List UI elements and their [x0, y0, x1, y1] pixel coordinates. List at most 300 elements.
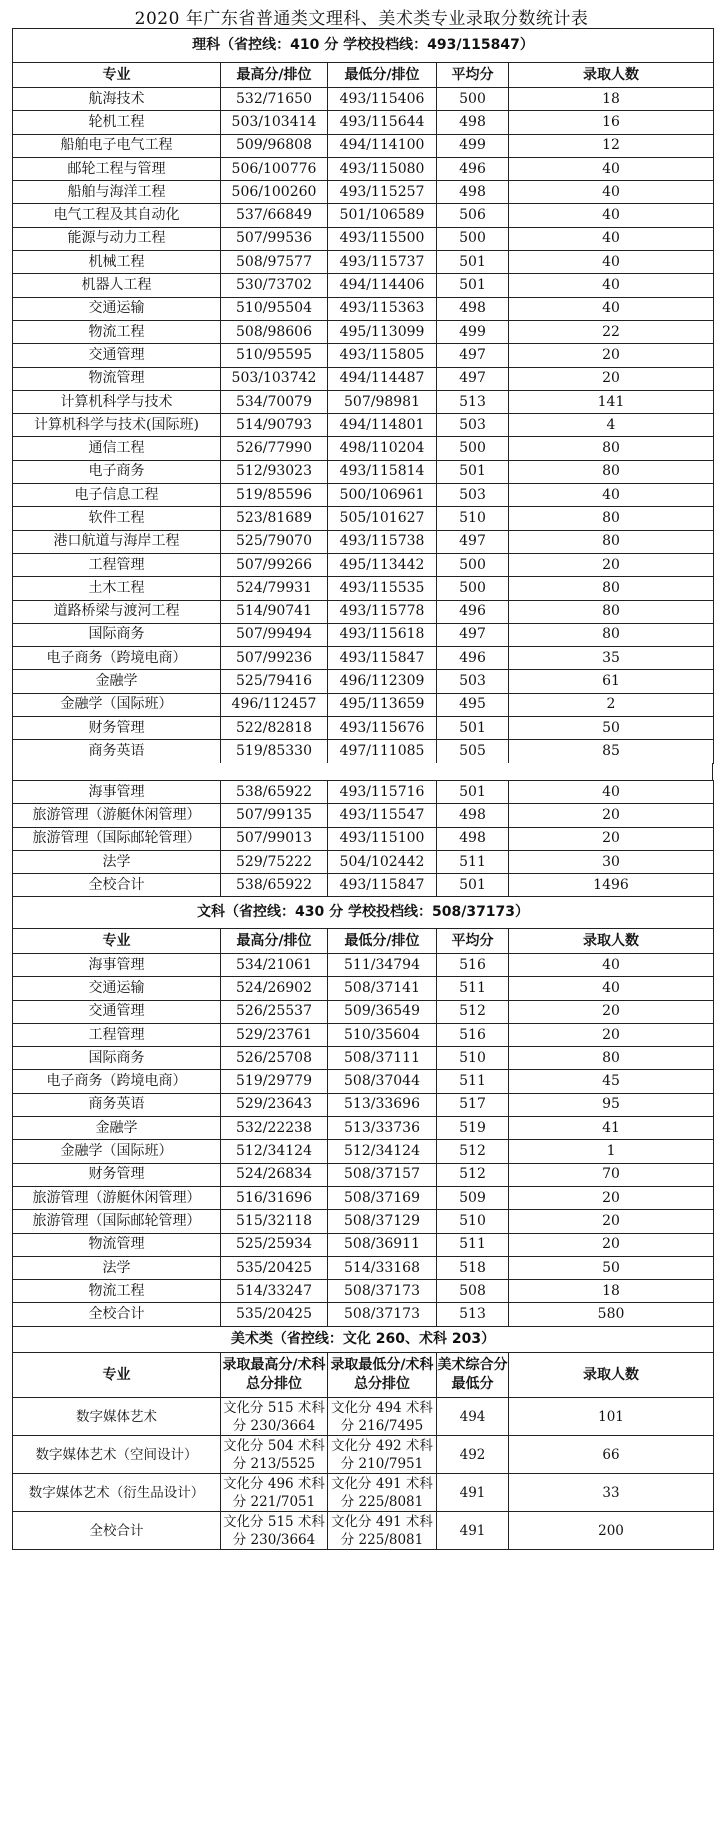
table-row [13, 1233, 714, 1256]
table-row [13, 134, 714, 157]
value-cell: 515/32118 [221, 1210, 328, 1233]
value-cell: 1496 [509, 874, 714, 897]
major-name-cell: 旅游管理（国际邮轮管理） [13, 827, 221, 850]
value-cell: 85 [509, 740, 714, 763]
value-cell: 508/37044 [328, 1070, 437, 1093]
value-cell: 40 [509, 977, 714, 1000]
value-cell: 510 [437, 507, 509, 530]
major-name-cell: 物流工程 [13, 1280, 221, 1303]
value-cell: 496 [437, 647, 509, 670]
major-name-cell: 金融学（国际班） [13, 1140, 221, 1163]
value-cell: 526/25537 [221, 1000, 328, 1023]
value-cell: 509/96808 [221, 134, 328, 157]
value-cell: 80 [509, 507, 714, 530]
value-cell: 505/101627 [328, 507, 437, 530]
table-row [13, 623, 714, 646]
value-cell: 537/66849 [221, 204, 328, 227]
value-cell: 518 [437, 1256, 509, 1279]
value-cell: 文化分 491 术科分 225/8081 [328, 1512, 437, 1550]
value-cell: 529/23761 [221, 1023, 328, 1046]
table-row [13, 874, 714, 897]
major-name-cell: 通信工程 [13, 437, 221, 460]
column-header: 平均分 [437, 929, 509, 954]
table-row [13, 111, 714, 134]
table-row [13, 204, 714, 227]
table-row [13, 1280, 714, 1303]
value-cell: 20 [509, 344, 714, 367]
value-cell: 507/98981 [328, 390, 437, 413]
value-cell: 20 [509, 553, 714, 576]
value-cell: 80 [509, 623, 714, 646]
table-row [13, 781, 714, 804]
major-name-cell: 旅游管理（游艇休闲管理） [13, 804, 221, 827]
major-name-cell: 电子信息工程 [13, 484, 221, 507]
major-name-cell: 机械工程 [13, 251, 221, 274]
value-cell: 491 [437, 1474, 509, 1512]
section-gap [12, 763, 713, 780]
major-name-cell: 物流管理 [13, 1233, 221, 1256]
column-header: 录取人数 [509, 929, 714, 954]
table-row [13, 507, 714, 530]
table-row [13, 1398, 714, 1436]
value-cell: 498/110204 [328, 437, 437, 460]
major-name-cell: 法学 [13, 1256, 221, 1279]
value-cell: 534/70079 [221, 390, 328, 413]
major-name-cell: 电子商务（跨境电商） [13, 647, 221, 670]
value-cell: 498 [437, 804, 509, 827]
value-cell: 493/115257 [328, 181, 437, 204]
value-cell: 50 [509, 717, 714, 740]
value-cell: 500 [437, 227, 509, 250]
value-cell: 496/112309 [328, 670, 437, 693]
value-cell: 40 [509, 954, 714, 977]
major-name-cell: 电子商务 [13, 460, 221, 483]
value-cell: 526/25708 [221, 1047, 328, 1070]
value-cell: 512 [437, 1000, 509, 1023]
value-cell: 80 [509, 530, 714, 553]
value-cell: 493/115676 [328, 717, 437, 740]
value-cell: 538/65922 [221, 781, 328, 804]
value-cell: 497 [437, 623, 509, 646]
value-cell: 493/115618 [328, 623, 437, 646]
value-cell: 507/99135 [221, 804, 328, 827]
value-cell: 1 [509, 1140, 714, 1163]
table-row [13, 647, 714, 670]
table-row [13, 693, 714, 716]
value-cell: 495/113659 [328, 693, 437, 716]
value-cell: 513/33736 [328, 1117, 437, 1140]
value-cell: 文化分 492 术科分 210/7951 [328, 1436, 437, 1474]
value-cell: 505 [437, 740, 509, 763]
value-cell: 493/115737 [328, 251, 437, 274]
value-cell: 497 [437, 344, 509, 367]
value-cell: 514/90741 [221, 600, 328, 623]
value-cell: 492 [437, 1436, 509, 1474]
value-cell: 510 [437, 1210, 509, 1233]
table-row [13, 1140, 714, 1163]
table-row [13, 1117, 714, 1140]
table-row [13, 157, 714, 180]
value-cell: 493/115535 [328, 577, 437, 600]
value-cell: 500/106961 [328, 484, 437, 507]
table-row [13, 1186, 714, 1209]
value-cell: 493/115100 [328, 827, 437, 850]
column-header: 美术综合分最低分 [437, 1353, 509, 1398]
value-cell: 499 [437, 320, 509, 343]
value-cell: 35 [509, 647, 714, 670]
table-row [13, 717, 714, 740]
value-cell: 508/98606 [221, 320, 328, 343]
value-cell: 507/99013 [221, 827, 328, 850]
table-row [13, 460, 714, 483]
value-cell: 80 [509, 577, 714, 600]
value-cell: 495/113099 [328, 320, 437, 343]
value-cell: 511/34794 [328, 954, 437, 977]
value-cell: 494/114406 [328, 274, 437, 297]
value-cell: 101 [509, 1398, 714, 1436]
value-cell: 512 [437, 1140, 509, 1163]
value-cell: 40 [509, 297, 714, 320]
value-cell: 33 [509, 1474, 714, 1512]
major-name-cell: 财务管理 [13, 717, 221, 740]
major-name-cell: 数字媒体艺术 [13, 1398, 221, 1436]
major-name-cell: 计算机科学与技术 [13, 390, 221, 413]
value-cell: 80 [509, 600, 714, 623]
major-name-cell: 港口航道与海岸工程 [13, 530, 221, 553]
value-cell: 503 [437, 670, 509, 693]
column-header: 最高分/排位 [221, 63, 328, 88]
value-cell: 511 [437, 850, 509, 873]
value-cell: 95 [509, 1093, 714, 1116]
value-cell: 497 [437, 367, 509, 390]
major-name-cell: 法学 [13, 850, 221, 873]
value-cell: 538/65922 [221, 874, 328, 897]
table-row [13, 1256, 714, 1279]
value-cell: 41 [509, 1117, 714, 1140]
value-cell: 519 [437, 1117, 509, 1140]
value-cell: 20 [509, 1233, 714, 1256]
column-header: 录取最低分/术科总分排位 [328, 1353, 437, 1398]
value-cell: 535/20425 [221, 1256, 328, 1279]
value-cell: 16 [509, 111, 714, 134]
value-cell: 40 [509, 157, 714, 180]
value-cell: 20 [509, 804, 714, 827]
value-cell: 500 [437, 88, 509, 111]
value-cell: 501 [437, 874, 509, 897]
value-cell: 493/115778 [328, 600, 437, 623]
major-name-cell: 软件工程 [13, 507, 221, 530]
page-title: 2020 年广东省普通类文理科、美术类专业录取分数统计表 [134, 9, 589, 29]
major-name-cell: 船舶与海洋工程 [13, 181, 221, 204]
value-cell: 508/97577 [221, 251, 328, 274]
value-cell: 526/77990 [221, 437, 328, 460]
major-name-cell: 数字媒体艺术（衍生品设计） [13, 1474, 221, 1512]
value-cell: 498 [437, 181, 509, 204]
value-cell: 524/26834 [221, 1163, 328, 1186]
major-name-cell: 国际商务 [13, 623, 221, 646]
value-cell: 494 [437, 1398, 509, 1436]
value-cell: 508/36911 [328, 1233, 437, 1256]
table-row [13, 1303, 714, 1326]
table-row [13, 1436, 714, 1474]
value-cell: 522/82818 [221, 717, 328, 740]
value-cell: 497/111085 [328, 740, 437, 763]
value-cell: 535/20425 [221, 1303, 328, 1326]
value-cell: 503 [437, 414, 509, 437]
table-row [13, 251, 714, 274]
value-cell: 500 [437, 553, 509, 576]
table-row [13, 577, 714, 600]
value-cell: 80 [509, 460, 714, 483]
table-row [13, 1093, 714, 1116]
value-cell: 508/37111 [328, 1047, 437, 1070]
value-cell: 493/115500 [328, 227, 437, 250]
major-name-cell: 金融学 [13, 1117, 221, 1140]
value-cell: 503/103414 [221, 111, 328, 134]
major-name-cell: 旅游管理（游艇休闲管理） [13, 1186, 221, 1209]
major-name-cell: 金融学 [13, 670, 221, 693]
value-cell: 496/112457 [221, 693, 328, 716]
value-cell: 510/35604 [328, 1023, 437, 1046]
value-cell: 524/26902 [221, 977, 328, 1000]
value-cell: 200 [509, 1512, 714, 1550]
table-row [13, 977, 714, 1000]
table-row [13, 954, 714, 977]
fine-arts-section-title: 美术类（省控线：文化 260、术科 203） [13, 1327, 714, 1353]
value-cell: 40 [509, 484, 714, 507]
major-name-cell: 邮轮工程与管理 [13, 157, 221, 180]
value-cell: 40 [509, 274, 714, 297]
value-cell: 504/102442 [328, 850, 437, 873]
science-table-top [12, 28, 713, 764]
value-cell: 80 [509, 1047, 714, 1070]
value-cell: 40 [509, 781, 714, 804]
value-cell: 496 [437, 600, 509, 623]
major-name-cell: 机器人工程 [13, 274, 221, 297]
value-cell: 2 [509, 693, 714, 716]
value-cell: 文化分 494 术科分 216/7495 [328, 1398, 437, 1436]
major-name-cell: 交通管理 [13, 1000, 221, 1023]
value-cell: 519/29779 [221, 1070, 328, 1093]
table-row [13, 670, 714, 693]
value-cell: 499 [437, 134, 509, 157]
major-name-cell: 工程管理 [13, 553, 221, 576]
major-name-cell: 轮机工程 [13, 111, 221, 134]
value-cell: 498 [437, 827, 509, 850]
value-cell: 506/100260 [221, 181, 328, 204]
value-cell: 493/115738 [328, 530, 437, 553]
value-cell: 507/99494 [221, 623, 328, 646]
value-cell: 501 [437, 274, 509, 297]
table-row [13, 1023, 714, 1046]
table-row [13, 88, 714, 111]
value-cell: 508/37173 [328, 1303, 437, 1326]
value-cell: 496 [437, 157, 509, 180]
value-cell: 文化分 504 术科分 213/5525 [221, 1436, 328, 1474]
value-cell: 516 [437, 1023, 509, 1046]
table-row [13, 320, 714, 343]
table-row [13, 181, 714, 204]
value-cell: 493/115406 [328, 88, 437, 111]
value-cell: 509/36549 [328, 1000, 437, 1023]
value-cell: 514/90793 [221, 414, 328, 437]
major-name-cell: 国际商务 [13, 1047, 221, 1070]
value-cell: 494/114100 [328, 134, 437, 157]
value-cell: 532/22238 [221, 1117, 328, 1140]
table-row [13, 600, 714, 623]
major-name-cell: 金融学（国际班） [13, 693, 221, 716]
value-cell: 523/81689 [221, 507, 328, 530]
value-cell: 525/25934 [221, 1233, 328, 1256]
value-cell: 509 [437, 1186, 509, 1209]
value-cell: 513 [437, 1303, 509, 1326]
value-cell: 498 [437, 297, 509, 320]
major-name-cell: 物流工程 [13, 320, 221, 343]
value-cell: 20 [509, 1210, 714, 1233]
major-name-cell: 海事管理 [13, 954, 221, 977]
value-cell: 40 [509, 251, 714, 274]
value-cell: 512/93023 [221, 460, 328, 483]
value-cell: 516/31696 [221, 1186, 328, 1209]
value-cell: 508/37173 [328, 1280, 437, 1303]
major-name-cell: 海事管理 [13, 781, 221, 804]
value-cell: 500 [437, 577, 509, 600]
table-row [13, 850, 714, 873]
table-row [13, 437, 714, 460]
major-name-cell: 物流管理 [13, 367, 221, 390]
value-cell: 508/37157 [328, 1163, 437, 1186]
major-name-cell: 交通运输 [13, 977, 221, 1000]
major-name-cell: 道路桥梁与渡河工程 [13, 600, 221, 623]
value-cell: 530/73702 [221, 274, 328, 297]
table-row [13, 827, 714, 850]
value-cell: 507/99236 [221, 647, 328, 670]
value-cell: 493/115805 [328, 344, 437, 367]
major-name-cell: 土木工程 [13, 577, 221, 600]
value-cell: 文化分 491 术科分 225/8081 [328, 1474, 437, 1512]
value-cell: 493/115847 [328, 647, 437, 670]
column-header: 专业 [13, 63, 221, 88]
value-cell: 20 [509, 827, 714, 850]
table-row [13, 1163, 714, 1186]
value-cell: 494/114487 [328, 367, 437, 390]
value-cell: 141 [509, 390, 714, 413]
value-cell: 516 [437, 954, 509, 977]
value-cell: 501 [437, 781, 509, 804]
value-cell: 511 [437, 1070, 509, 1093]
value-cell: 506 [437, 204, 509, 227]
value-cell: 519/85330 [221, 740, 328, 763]
value-cell: 510 [437, 1047, 509, 1070]
value-cell: 45 [509, 1070, 714, 1093]
column-header: 专业 [13, 1353, 221, 1398]
major-name-cell: 财务管理 [13, 1163, 221, 1186]
table-row [13, 740, 714, 763]
value-cell: 525/79070 [221, 530, 328, 553]
value-cell: 文化分 496 术科分 221/7051 [221, 1474, 328, 1512]
value-cell: 18 [509, 88, 714, 111]
value-cell: 506/100776 [221, 157, 328, 180]
table-row [13, 1070, 714, 1093]
value-cell: 501/106589 [328, 204, 437, 227]
value-cell: 511 [437, 977, 509, 1000]
table-row [13, 227, 714, 250]
value-cell: 491 [437, 1512, 509, 1550]
column-header: 录取最高分/术科总分排位 [221, 1353, 328, 1398]
table-row [13, 530, 714, 553]
value-cell: 514/33168 [328, 1256, 437, 1279]
value-cell: 70 [509, 1163, 714, 1186]
value-cell: 40 [509, 204, 714, 227]
fine-arts-table [12, 1326, 713, 1550]
table-row [13, 297, 714, 320]
value-cell: 525/79416 [221, 670, 328, 693]
major-name-cell: 旅游管理（国际邮轮管理） [13, 1210, 221, 1233]
value-cell: 50 [509, 1256, 714, 1279]
value-cell: 20 [509, 367, 714, 390]
value-cell: 512/34124 [328, 1140, 437, 1163]
value-cell: 501 [437, 251, 509, 274]
value-cell: 493/115814 [328, 460, 437, 483]
major-name-cell: 全校合计 [13, 1512, 221, 1550]
value-cell: 66 [509, 1436, 714, 1474]
value-cell: 508/37129 [328, 1210, 437, 1233]
value-cell: 文化分 515 术科分 230/3664 [221, 1398, 328, 1436]
arts-table [12, 896, 713, 1327]
value-cell: 529/75222 [221, 850, 328, 873]
value-cell: 514/33247 [221, 1280, 328, 1303]
value-cell: 512/34124 [221, 1140, 328, 1163]
major-name-cell: 计算机科学与技术(国际班) [13, 414, 221, 437]
value-cell: 534/21061 [221, 954, 328, 977]
value-cell: 501 [437, 717, 509, 740]
value-cell: 501 [437, 460, 509, 483]
value-cell: 12 [509, 134, 714, 157]
value-cell: 493/115716 [328, 781, 437, 804]
major-name-cell: 商务英语 [13, 740, 221, 763]
value-cell: 524/79931 [221, 577, 328, 600]
column-header: 最高分/排位 [221, 929, 328, 954]
table-row [13, 1047, 714, 1070]
major-name-cell: 交通运输 [13, 297, 221, 320]
major-name-cell: 数字媒体艺术（空间设计） [13, 1436, 221, 1474]
science-table-bottom [12, 780, 713, 897]
table-row [13, 1000, 714, 1023]
value-cell: 507/99536 [221, 227, 328, 250]
table-row [13, 344, 714, 367]
major-name-cell: 交通管理 [13, 344, 221, 367]
table-row [13, 553, 714, 576]
value-cell: 493/115847 [328, 874, 437, 897]
major-name-cell: 船舶电子电气工程 [13, 134, 221, 157]
value-cell: 18 [509, 1280, 714, 1303]
value-cell: 493/115080 [328, 157, 437, 180]
table-row [13, 804, 714, 827]
table-row [13, 1512, 714, 1550]
value-cell: 4 [509, 414, 714, 437]
value-cell: 文化分 515 术科分 230/3664 [221, 1512, 328, 1550]
major-name-cell: 商务英语 [13, 1093, 221, 1116]
major-name-cell: 电气工程及其自动化 [13, 204, 221, 227]
value-cell: 20 [509, 1000, 714, 1023]
value-cell: 532/71650 [221, 88, 328, 111]
major-name-cell: 全校合计 [13, 874, 221, 897]
value-cell: 500 [437, 437, 509, 460]
major-name-cell: 电子商务（跨境电商） [13, 1070, 221, 1093]
value-cell: 513 [437, 390, 509, 413]
table-row [13, 484, 714, 507]
major-name-cell: 能源与动力工程 [13, 227, 221, 250]
